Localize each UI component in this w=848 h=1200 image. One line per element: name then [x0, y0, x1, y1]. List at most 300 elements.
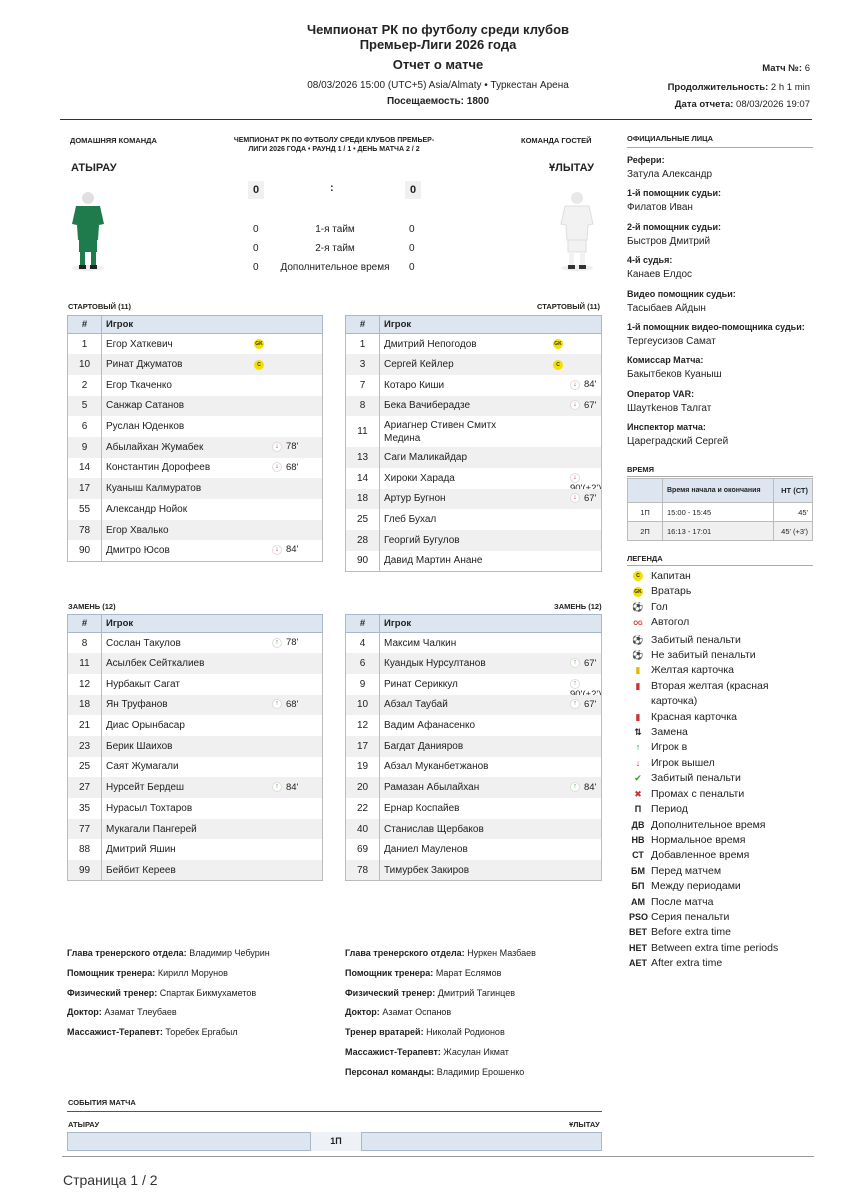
player-row [68, 520, 323, 541]
player-number: 2 [68, 375, 102, 396]
player-name: Георгий Бугулов [384, 534, 460, 546]
official-name: Затула Александр [627, 169, 713, 180]
between-periods-abbr: БП [631, 881, 645, 892]
player-name: Дмитро Юсов [106, 544, 170, 556]
officials-divider [627, 147, 813, 148]
player-row [68, 777, 323, 798]
player-row [346, 354, 602, 375]
player-number: 8 [68, 633, 102, 654]
official-role: Оператор VAR: [627, 388, 695, 399]
player-in-icon: ↑ [570, 699, 580, 709]
home-subs-label: ЗАМЕНЬ (12) [68, 602, 116, 611]
player-number: 11 [346, 416, 380, 447]
player-number: 14 [68, 458, 102, 479]
player-row [68, 354, 323, 375]
events-period: 1П [310, 1132, 362, 1151]
player-name: Егор Хвалько [106, 524, 169, 536]
player-number: 9 [68, 437, 102, 458]
player-number: 12 [68, 674, 102, 695]
player-name: Санжар Сатанов [106, 400, 185, 412]
time-range: 15:00 - 15:45 [663, 503, 774, 522]
half-label: Дополнительное время [280, 262, 390, 273]
official-name: Тергеусизов Самат [627, 336, 716, 347]
time-divider [627, 476, 813, 477]
player-number: 8 [346, 396, 380, 417]
extra-time-abbr: ДВ [631, 819, 645, 830]
cross-icon: ✖ [634, 788, 642, 799]
staff-member [67, 968, 228, 978]
staff-role: Массажист-Терапевт: [67, 1027, 163, 1038]
player-cell [102, 375, 323, 396]
player-number: 77 [68, 819, 102, 840]
staff-name: Нуркен Мазбаев [467, 948, 536, 958]
player-row [346, 530, 602, 551]
column-header-player: Игрок [380, 615, 602, 633]
second-yellow-card-icon: ▮ [635, 680, 641, 691]
official-role: Комиссар Матча: [627, 355, 704, 366]
player-in-icon: ↑ [272, 782, 282, 792]
player-row [346, 447, 602, 468]
player-row [346, 375, 602, 396]
staff-name: Торебек Ергабыл [165, 1027, 238, 1038]
player-number: 4 [346, 633, 380, 654]
legend-label: Замена [651, 726, 688, 739]
player-name: Дмитрий Непогодов [384, 338, 477, 350]
legend-label: Автогол [651, 616, 690, 629]
player-row [346, 798, 602, 819]
time-col-period [628, 479, 663, 503]
official-role: 2-й помощник судьи: [627, 221, 722, 232]
time-table [627, 478, 813, 541]
player-number: 17 [346, 736, 380, 757]
player-row [346, 468, 602, 489]
player-name: Хироки Харада [384, 472, 455, 484]
half-away-score: 0 [409, 243, 415, 254]
title-line1: Чемпионат РК по футболу среди клубов [306, 22, 569, 37]
title-line2: Премьер-Лиги 2026 года [359, 37, 517, 52]
substitution-info [272, 637, 298, 648]
home-score: 0 [248, 181, 264, 199]
player-cell [380, 777, 602, 798]
player-number: 22 [346, 798, 380, 819]
substitution-info [570, 379, 596, 390]
player-number: 23 [68, 736, 102, 757]
player-name: Асылбек Сейткалиев [106, 658, 205, 670]
official-name: Шаутkенов Талгат [627, 402, 712, 414]
player-name: Ян Труфанов [106, 699, 168, 711]
substitution-info [272, 699, 298, 710]
player-cell [102, 499, 323, 520]
player-row [346, 839, 602, 860]
legend-label: Не забитый пенальти [651, 649, 756, 662]
legend-label: Серия пенальти [651, 910, 730, 923]
away-starting-label: СТАРТОВЫЙ (11) [537, 302, 601, 311]
away-starting-table [345, 315, 602, 572]
player-name: Куандык Нурсултанов [384, 658, 486, 670]
goalkeeper-badge-icon: GK [554, 341, 562, 348]
player-number: 78 [68, 520, 102, 541]
between-extra-periods-abbr: НЕТ [629, 942, 647, 953]
player-out-icon: ↓ [272, 442, 282, 452]
substitution-minute: 84' [584, 781, 597, 793]
legend-item [629, 663, 829, 678]
header-divider [60, 119, 812, 120]
staff-name: Владимир Чебурин [189, 948, 270, 958]
player-number: 21 [68, 715, 102, 736]
player-row [346, 674, 602, 695]
legend-item [629, 895, 829, 910]
legend-item [629, 771, 829, 786]
player-name: Абзал Таубай [384, 699, 448, 711]
official-name: Бакытбеков Куаныш [627, 369, 722, 381]
player-row [346, 757, 602, 778]
column-header-player: Игрок [380, 316, 602, 334]
player-name: Артур Бугнон [384, 493, 446, 505]
player-in-icon: ↑ [570, 679, 580, 689]
player-row [68, 860, 323, 881]
normal-time-abbr: НВ [631, 834, 645, 845]
substitution-minute: 68' [286, 698, 299, 710]
player-row [68, 437, 323, 458]
player-row [68, 633, 323, 654]
staff-member [345, 948, 536, 958]
legend-label: Вторая желтая (красная карточка) [651, 679, 769, 708]
player-cell [380, 653, 602, 674]
player-name: Александр Нойок [106, 503, 188, 515]
legend-label: Период [651, 803, 688, 816]
legend-label: Добавленное время [651, 849, 750, 862]
goalkeeper-icon: GK [634, 588, 642, 595]
player-number: 3 [346, 354, 380, 375]
staff-member [67, 988, 256, 998]
player-name: Саги Маликайдар [384, 452, 468, 464]
away-team-label: КОМАНДА ГОСТЕЙ [521, 136, 592, 145]
player-in-icon: ↑ [570, 782, 580, 792]
official-role: Рефери: [627, 155, 665, 165]
half-home-score: 0 [253, 224, 259, 235]
player-cell [380, 354, 602, 375]
official-name: Филатов Иван [627, 202, 693, 214]
player-row [346, 777, 602, 798]
player-name: Рамазан Абылайхан [384, 782, 480, 794]
home-subs-table [67, 614, 323, 881]
time-ht: 45' (+3') [774, 522, 813, 541]
staff-role: Доктор: [67, 1007, 102, 1018]
substitution-info [272, 462, 298, 473]
player-name: Ринат Сериккул [384, 678, 458, 690]
player-in-icon: ↑ [570, 658, 580, 668]
duration: Продолжительность: 2 h 1 min [667, 82, 810, 93]
player-cell [380, 396, 602, 417]
column-header-player: Игрок [102, 316, 323, 334]
player-name: Мукагали Пангерей [106, 823, 197, 835]
player-row [68, 458, 323, 479]
player-name: Егор Ткаченко [106, 379, 172, 391]
player-cell [102, 695, 323, 716]
player-cell [102, 653, 323, 674]
player-number: 18 [68, 695, 102, 716]
player-cell [380, 530, 602, 551]
datetime-venue: 08/03/2026 15:00 (UTC+5) Asia/Almaty • Туркестан Арена [307, 80, 569, 91]
player-number: 1 [68, 334, 102, 355]
player-cell [102, 354, 323, 375]
player-cell [380, 819, 602, 840]
column-header-number: # [346, 316, 380, 334]
substitution-icon: ⇅ [634, 727, 642, 738]
player-name: Саят Жумагали [106, 761, 179, 773]
legend-label: Капитан [651, 570, 691, 582]
player-name: Ринат Джуматов [106, 359, 183, 371]
staff-role: Глава тренерского отдела: [67, 948, 187, 958]
half-home-score: 0 [253, 262, 259, 273]
player-row [68, 499, 323, 520]
legend-item [629, 648, 829, 663]
substitution-info [570, 400, 596, 411]
player-number: 12 [346, 715, 380, 736]
staff-name: Владимир Ерошенко [436, 1066, 525, 1077]
column-header-number: # [68, 316, 102, 334]
staff-role: Глава тренерского отдела: [345, 948, 465, 958]
player-name: Сергей Кейлер [384, 359, 454, 371]
player-number: 88 [68, 839, 102, 860]
player-cell [380, 798, 602, 819]
player-number: 25 [346, 509, 380, 530]
player-cell [102, 478, 323, 499]
substitution-info [272, 782, 298, 793]
player-row [68, 715, 323, 736]
player-row [68, 334, 323, 355]
player-name: Станислав Щербаков [384, 823, 484, 835]
player-cell [380, 695, 602, 716]
half-label: 2-я тайм [315, 243, 355, 254]
events-divider [67, 1111, 602, 1112]
legend-divider [627, 565, 813, 566]
legend-label: Игрок вышел [651, 756, 715, 769]
player-cell [380, 674, 602, 695]
legend-label: Красная карточка [651, 710, 737, 723]
player-name: Бека Вачиберадзе [384, 400, 471, 412]
player-number: 14 [346, 468, 380, 489]
player-cell [102, 458, 323, 479]
player-number: 11 [68, 653, 102, 674]
player-row [346, 736, 602, 757]
before-extra-time-abbr: BET [629, 927, 647, 938]
player-row [346, 715, 602, 736]
official-name: Канаев Елдос [627, 269, 693, 281]
attendance: Посещаемость: 1800 [386, 96, 490, 107]
player-cell [380, 757, 602, 778]
legend-item [629, 787, 829, 802]
player-cell [380, 416, 602, 447]
penalty-scored-icon: ⚽ [632, 634, 644, 645]
legend-item [629, 833, 829, 848]
player-name: Куаныш Калмуратов [106, 483, 202, 495]
legend-label: Перед матчем [651, 864, 722, 877]
substitution-minute: 67' [584, 399, 597, 411]
penalty-shootout-abbr: PSO [629, 911, 649, 922]
player-row [346, 551, 602, 572]
substitution-minute: 84' [286, 781, 299, 793]
home-team-name: АТЫРАУ [71, 162, 117, 174]
player-cell [102, 819, 323, 840]
legend-item [629, 848, 829, 863]
events-away-team: ҰЛЫТАУ [569, 1120, 600, 1129]
substitution-info [570, 782, 596, 793]
player-name: Сослан Такулов [106, 637, 181, 649]
half-label: 1-я тайм [315, 224, 355, 235]
player-number: 35 [68, 798, 102, 819]
column-header-number: # [68, 615, 102, 633]
player-name: Багдат Данияров [384, 740, 464, 752]
legend-item [629, 584, 829, 599]
player-name: Давид Мартин Анане [384, 555, 483, 567]
player-cell [380, 860, 602, 881]
player-cell [380, 334, 602, 355]
official-name: Царегрaдский Сергей [627, 436, 729, 448]
staff-name: Азамат Оспанов [382, 1007, 452, 1018]
player-cell [102, 736, 323, 757]
penalty-missed-icon: ⚽ [632, 650, 644, 661]
player-cell [102, 334, 323, 355]
half-away-score: 0 [409, 224, 415, 235]
staff-role: Физический тренер: [67, 987, 158, 998]
player-out-icon: ↓ [570, 473, 580, 483]
own-goal-icon: OG [633, 621, 643, 628]
legend-item [629, 725, 829, 740]
player-row [68, 839, 323, 860]
home-team-label: ДОМАШНЯЯ КОМАНДА [70, 136, 157, 145]
player-cell [102, 798, 323, 819]
player-name: Нурсейт Бердеш [106, 782, 185, 794]
home-starting-table [67, 315, 323, 562]
player-in-icon: ↑ [272, 638, 282, 648]
player-number: 78 [346, 860, 380, 881]
legend-label: Вратарь [651, 585, 692, 598]
player-row [346, 416, 602, 447]
player-cell [102, 757, 323, 778]
staff-name: Азамат Тлеубаев [104, 1007, 177, 1018]
time-title: ВРЕМЯ [627, 465, 655, 474]
before-match-abbr: БМ [631, 865, 645, 876]
legend-label: После матча [651, 895, 714, 908]
substitution-minute: 67' [584, 657, 597, 669]
player-cell [380, 489, 602, 510]
player-name: Руслан Юденков [106, 421, 185, 433]
player-name: Диас Орынбасар [106, 720, 185, 732]
legend-label: Желтая карточка [651, 664, 735, 677]
player-row [68, 674, 323, 695]
player-number: 25 [68, 757, 102, 778]
player-number: 90 [68, 540, 102, 561]
player-number: 17 [68, 478, 102, 499]
legend-label: Between extra time periods [651, 941, 779, 954]
staff-name: Марат Еслямов [435, 967, 502, 978]
player-cell [102, 416, 323, 437]
substitution-minute: 68' [286, 461, 299, 473]
substitution-minute: 78' [286, 637, 299, 649]
legend-item [629, 818, 829, 833]
player-number: 27 [68, 777, 102, 798]
player-number: 13 [346, 447, 380, 468]
player-row [68, 695, 323, 716]
staff-role: Массажист-Терапевт: [345, 1047, 441, 1057]
player-number: 1 [346, 334, 380, 355]
legend-item [629, 879, 829, 894]
player-row [346, 860, 602, 881]
player-name: Максим Чалкин [384, 637, 457, 649]
player-number: 99 [68, 860, 102, 881]
report-date: Дата отчета: 08/03/2026 19:07 [674, 99, 810, 110]
staff-member [345, 1047, 509, 1057]
player-row [68, 798, 323, 819]
staff-role: Персонал команды: [345, 1066, 435, 1077]
official-name: Быстров Дмитрий [627, 235, 711, 247]
substitution-info [272, 441, 298, 452]
player-name: Даниел Мауленов [384, 844, 468, 856]
staff-member [67, 1007, 177, 1017]
player-name: Ернар Коспайев [384, 802, 460, 814]
staff-member [345, 1007, 451, 1017]
player-out-icon: ↓ [272, 545, 282, 555]
official-role: 1-й помощник судьи: [627, 188, 722, 199]
check-icon: ✔ [634, 773, 642, 784]
away-team-name: ҰЛЫТАУ [549, 162, 594, 174]
yellow-card-icon: ▮ [635, 665, 641, 676]
red-card-icon: ▮ [635, 711, 641, 722]
legend-list [629, 569, 829, 972]
away-kit-icon [557, 190, 597, 272]
player-row [346, 633, 602, 654]
staff-name: Спартак Бикмухаметов [159, 987, 257, 998]
player-number: 6 [346, 653, 380, 674]
legend-item [629, 802, 829, 817]
player-cell [102, 633, 323, 654]
legend-item [629, 569, 829, 584]
substitution-info [570, 658, 596, 669]
player-cell [102, 839, 323, 860]
player-number: 9 [346, 674, 380, 695]
report-title: Отчет о матче [392, 57, 484, 72]
substitution-info [570, 493, 596, 504]
legend-item [629, 615, 829, 632]
player-row [346, 695, 602, 716]
player-name: Нурасыл Тохтаров [106, 802, 193, 814]
player-name: Ариагнер Стивен Смитх Медина [384, 419, 497, 444]
staff-name: Кирилл Морунов [157, 967, 228, 978]
events-bar [67, 1132, 602, 1151]
after-match-abbr: АМ [631, 896, 645, 907]
player-number: 10 [346, 695, 380, 716]
player-row [68, 757, 323, 778]
player-number: 90 [346, 551, 380, 572]
legend-item [629, 864, 829, 879]
added-time-abbr: СТ [632, 850, 644, 861]
legend-item [629, 956, 829, 971]
player-row [346, 396, 602, 417]
staff-role: Доктор: [345, 1007, 380, 1018]
player-cell [380, 468, 602, 489]
player-out-icon: ↓ [570, 400, 580, 410]
legend-label: Промах с пенальти [651, 787, 745, 800]
player-cell [380, 839, 602, 860]
competition-info: ЧЕМПИОНАТ РК ПО ФУТБОЛУ СРЕДИ КЛУБОВ ПРЕМЬЕР-ЛИГИ 2026 ГОДА • РАУНД 1 / 1 • ДЕНЬ МАТЧА 2 / 2 [233, 137, 435, 153]
player-name: Бейбит Кереев [106, 864, 176, 876]
legend-item [629, 679, 829, 710]
player-in-icon: ↑ [635, 742, 641, 753]
officials-title: ОФИЦИАЛЬНЫЕ ЛИЦА [627, 134, 714, 143]
legend-title: ЛЕГЕНДА [627, 554, 663, 563]
player-row [68, 819, 323, 840]
